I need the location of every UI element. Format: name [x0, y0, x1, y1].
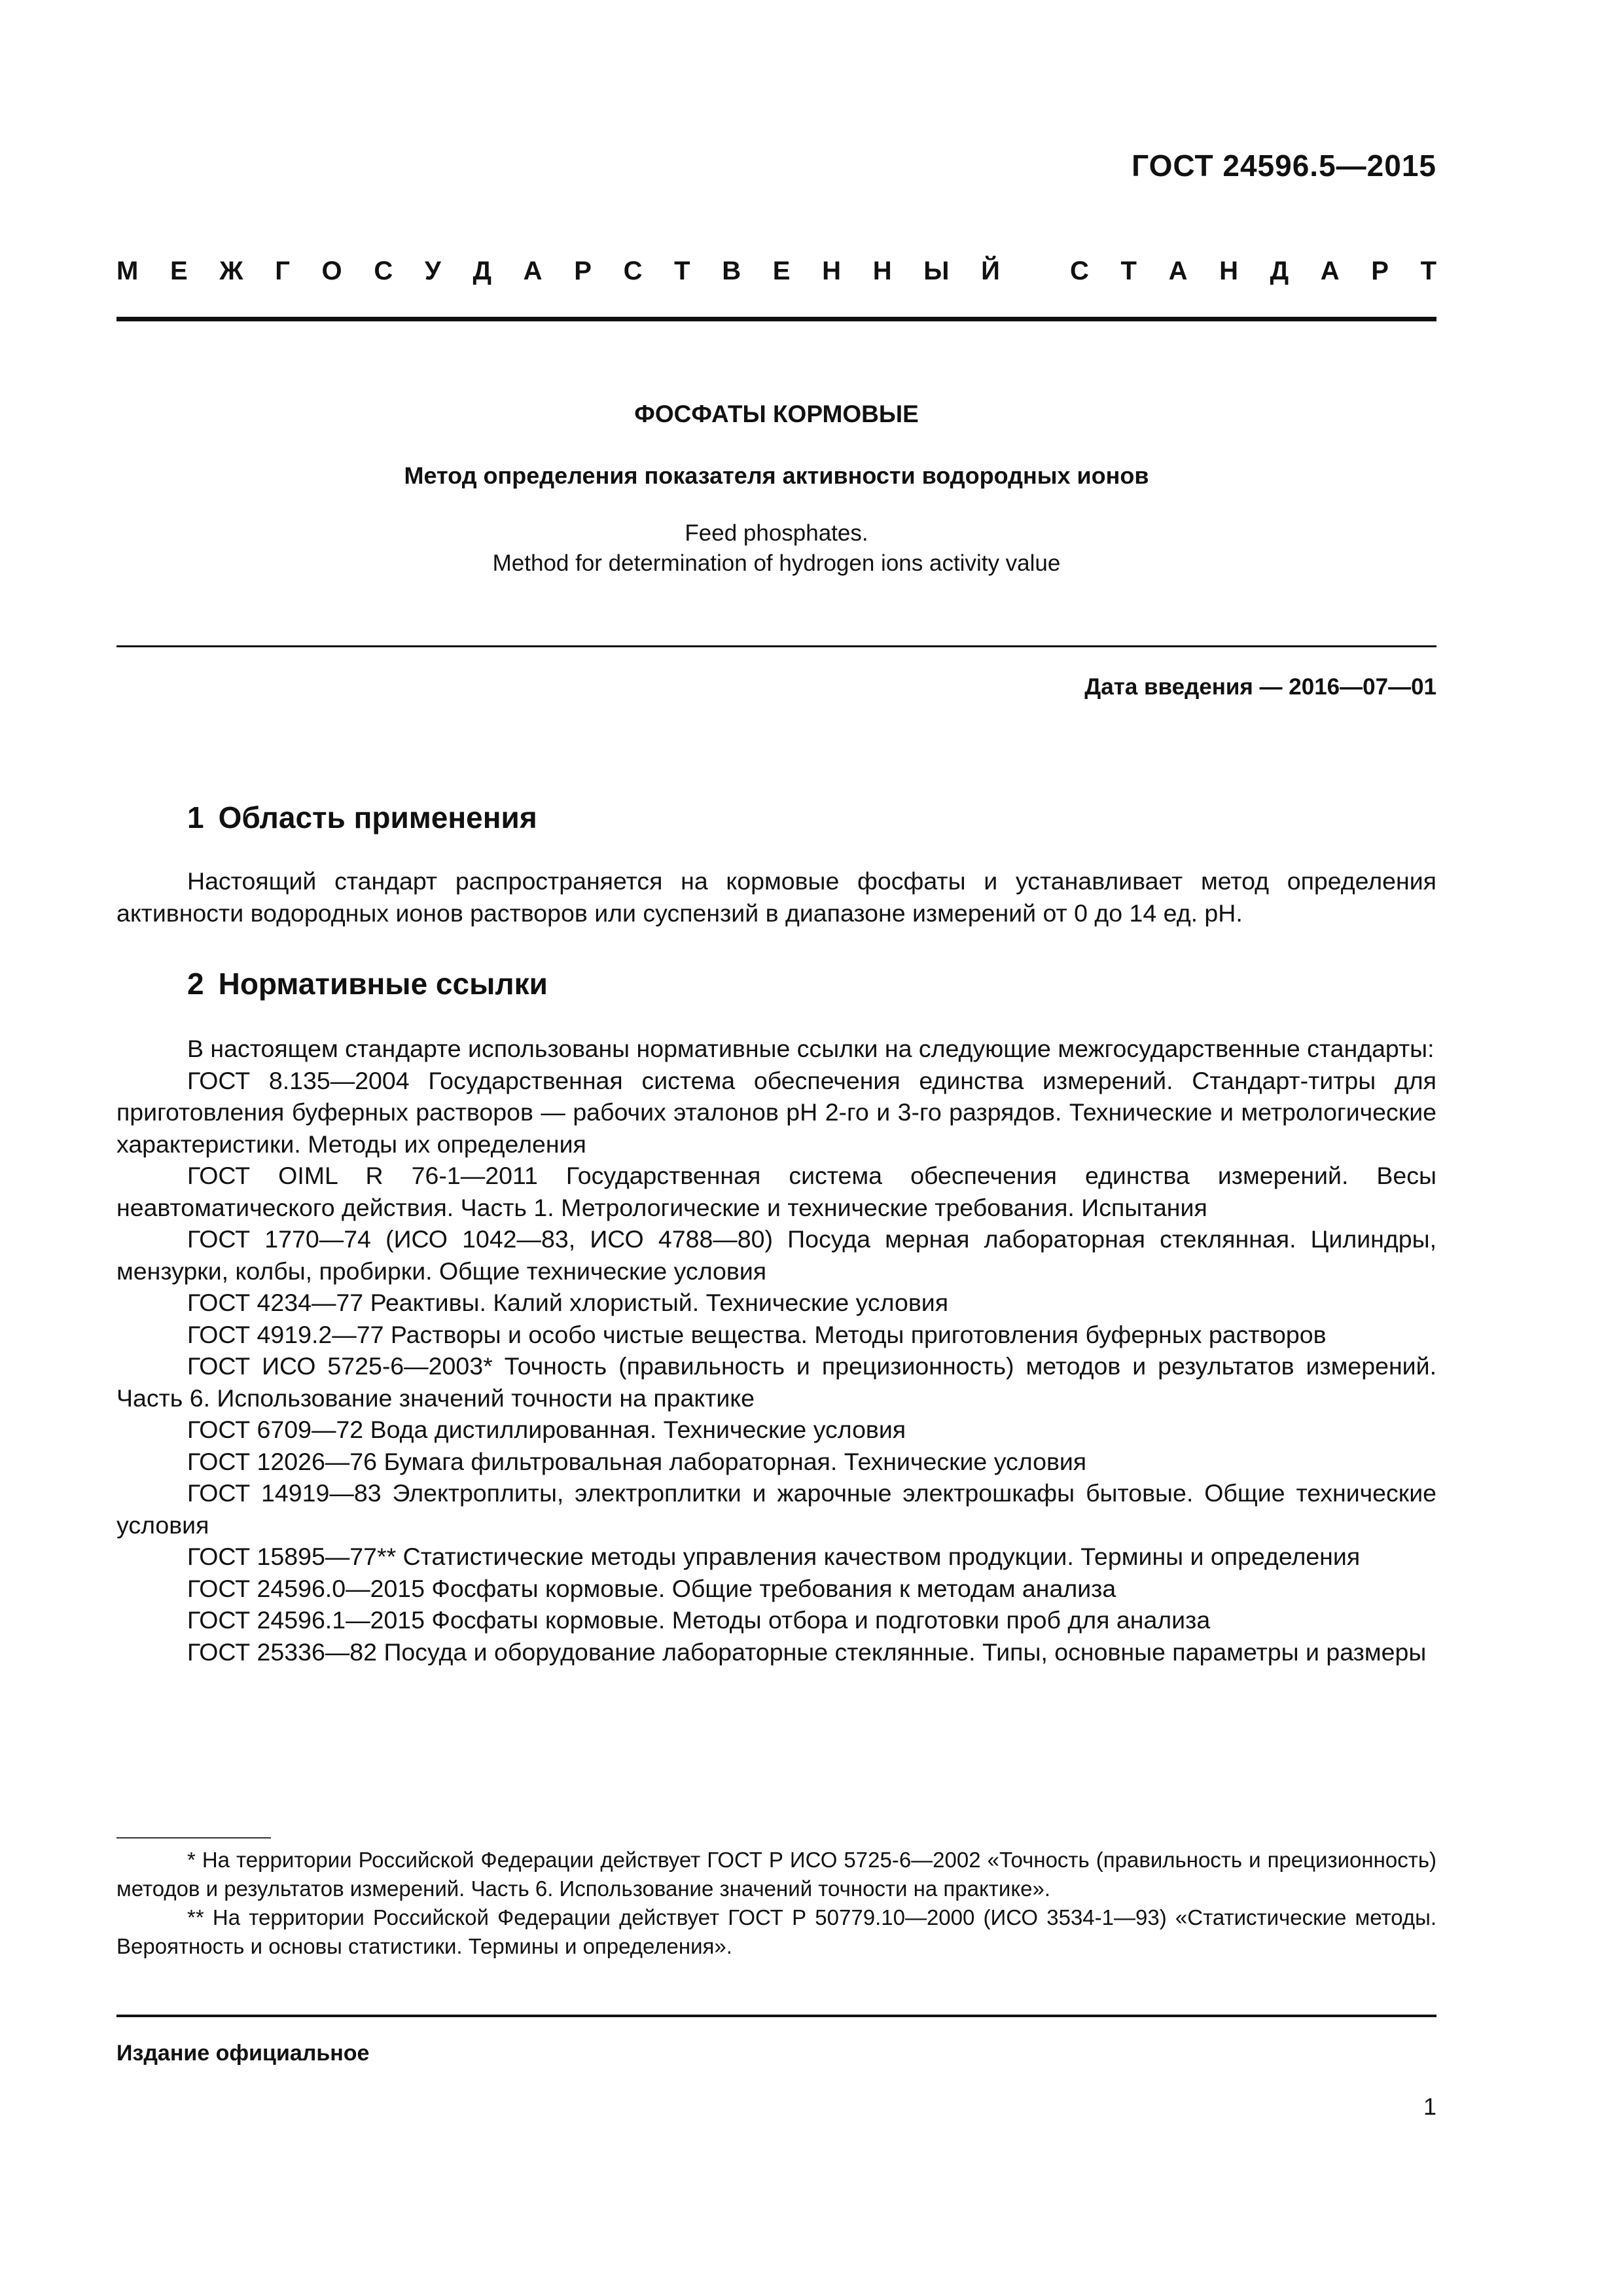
reference-item: ГОСТ 4234—77 Реактивы. Калий хлористый. Технические условия: [187, 1289, 949, 1316]
section-heading-normative-references: [187, 966, 548, 1001]
section-number: 2: [187, 967, 204, 1001]
paragraph: Настоящий стандарт распространяется на кормовые фосфаты и устанавливает метод определения активности водородных ионов растворов или суспензий в диапазоне измерений от 0 до 14 ед. pH.: [116, 867, 1436, 927]
reference-item: ГОСТ 25336—82 Посуда и оборудование лабораторные стеклянные. Типы, основные параметры и размеры: [187, 1638, 1427, 1666]
reference-item: ГОСТ 24596.0—2015 Фосфаты кормовые. Общие требования к методам анализа: [187, 1574, 1116, 1602]
reference-item: ГОСТ 12026—76 Бумага фильтровальная лабораторная. Технические условия: [187, 1447, 1087, 1475]
document-subtitle: Метод определения показателя активности водородных ионов: [404, 462, 1149, 489]
reference-item: ГОСТ 24596.1—2015 Фосфаты кормовые. Методы отбора и подготовки проб для анализа: [187, 1606, 1211, 1634]
paragraph: В настоящем стандарте использованы нормативные ссылки на следующие межгосударственные стандарты:: [187, 1035, 1435, 1062]
document-title: ФОСФАТЫ КОРМОВЫЕ: [634, 401, 919, 427]
standard-type-banner: [116, 257, 1436, 286]
section-title: Область применения: [218, 800, 537, 834]
reference-item: ГОСТ OIML R 76-1—2011 Государственная система обеспечения единства измерений. Весы неавтоматического действия. Часть 1. Метрологические и технические требования. Испытания: [116, 1162, 1436, 1221]
standard-type-word-interstate: М Е Ж Г О С У Д А Р С Т В Е Н Н Ы Й: [116, 257, 1000, 285]
reference-item: ГОСТ 8.135—2004 Государственная система обеспечения единства измерений. Стандарт-титры для приготовления буферных растворов — рабочих эталонов pH 2-го и 3-го разрядов. Технические и метрологические характеристики. Методы их определения: [116, 1066, 1436, 1158]
document-page: [116, 0, 1436, 2296]
footnote: ** На территории Российской Федерации действует ГОСТ Р 50779.10—2000 (ИСО 3534-1—93) «Статистические методы. Вероятность и основы статистики. Термины и определения».: [116, 1905, 1436, 1958]
reference-item: ГОСТ 6709—72 Вода дистиллированная. Технические условия: [187, 1416, 906, 1443]
footnote-separator: [116, 1837, 271, 1839]
english-title-line: Method for determination of hydrogen ions activity value: [492, 550, 1061, 576]
standard-type-word-standard: С Т А Н Д А Р Т: [1070, 257, 1436, 285]
reference-item: ГОСТ 4919.2—77 Растворы и особо чистые вещества. Методы приготовления буферных растворов: [187, 1320, 1327, 1348]
section-title: Нормативные ссылки: [218, 967, 548, 1001]
reference-item: ГОСТ 15895—77** Статистические методы управления качеством продукции. Термины и определения: [187, 1543, 1361, 1570]
footer-divider: [116, 2015, 1436, 2017]
footnote: * На территории Российской Федерации действует ГОСТ Р ИСО 5725-6—2002 «Точность (правильность и прецизионность) методов и результатов измерений. Часть 6. Использование значений точности на практике».: [116, 1848, 1436, 1901]
title-block: [116, 399, 1436, 579]
english-title-line: Feed phosphates.: [685, 520, 868, 546]
reference-item: ГОСТ 1770—74 (ИСО 1042—83, ИСО 4788—80) Посуда мерная лабораторная стеклянная. Цилиндры, мензурки, колбы, пробирки. Общие технические условия: [116, 1225, 1436, 1285]
title-divider: [116, 645, 1436, 647]
english-title: [116, 518, 1436, 579]
section-body-normative-references: [116, 1033, 1436, 1668]
reference-item: ГОСТ 14919—83 Электроплиты, электроплитки и жарочные электрошкафы бытовые. Общие технические условия: [116, 1479, 1436, 1539]
section-body-scope: [116, 865, 1436, 929]
introduction-date: Дата введения — 2016—07—01: [1084, 674, 1436, 700]
header-divider: [116, 317, 1436, 321]
page-number: 1: [1423, 2093, 1436, 2120]
section-number: 1: [187, 800, 204, 834]
reference-item: ГОСТ ИСО 5725-6—2003* Точность (правильность и прецизионность) методов и результатов измерений. Часть 6. Использование значений точности на практике: [116, 1352, 1436, 1412]
gost-number: ГОСТ 24596.5—2015: [1132, 149, 1436, 183]
footnotes: [116, 1846, 1436, 1961]
official-edition-label: Издание официальное: [116, 2041, 370, 2066]
section-heading-scope: [187, 800, 537, 835]
